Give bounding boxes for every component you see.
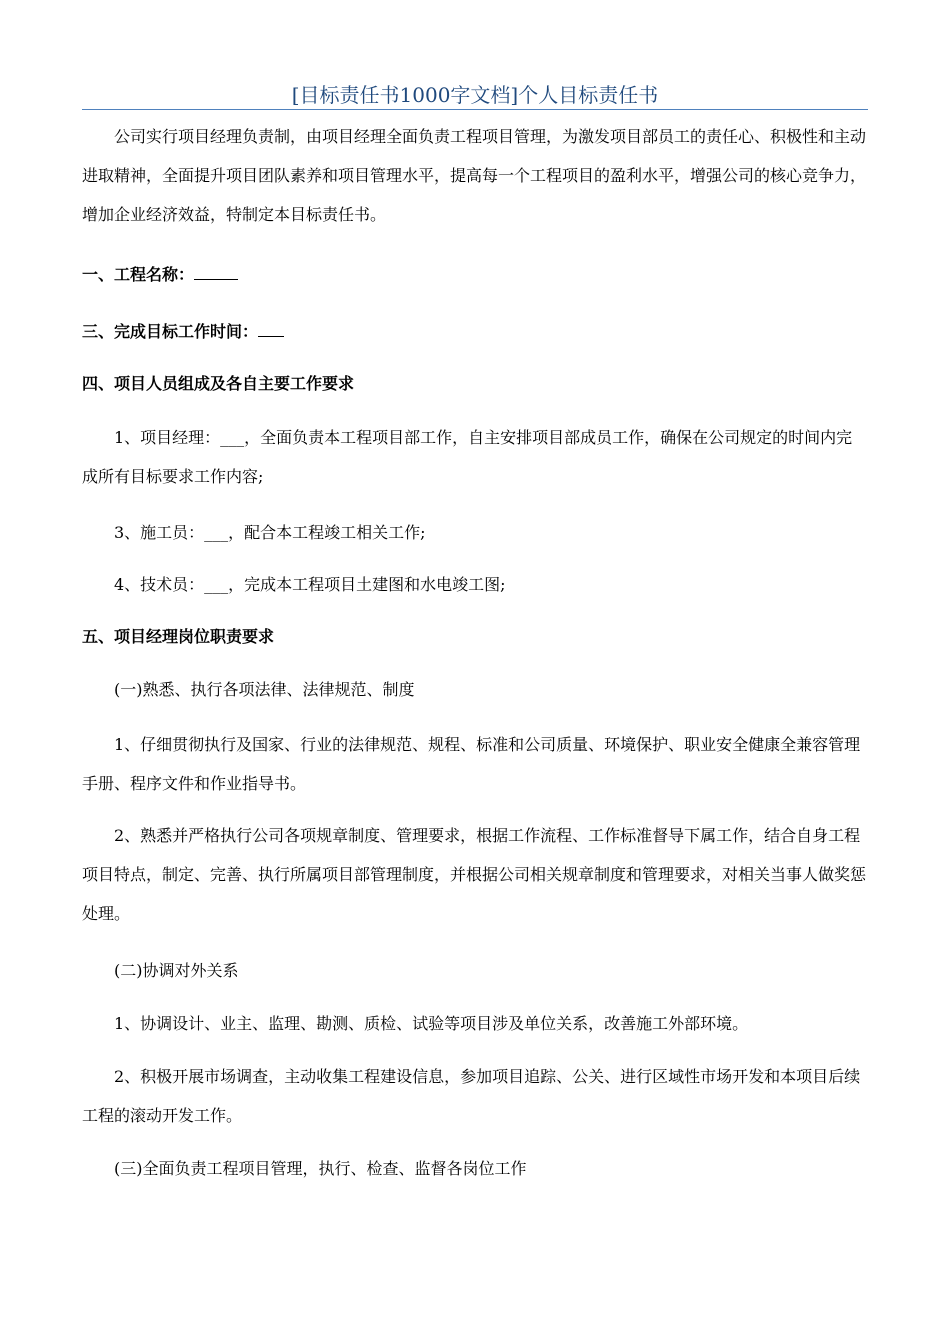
subsection-2-item-2: 2、积极开展市场调查，主动收集工程建设信息，参加项目追踪、公关、进行区域性市场开发和本项目后续工程的滚动开发工作。 [82, 1067, 861, 1125]
section-completion-time [82, 312, 868, 351]
section-project-name [82, 255, 868, 294]
section-staff-heading: 四、项目人员组成及各自主要工作要求 [82, 374, 355, 393]
item-project-manager: 1、项目经理：___，全面负责本工程项目部工作，自主安排项目部成员工作，确保在公司规定的时间内完成所有目标要求工作内容; [82, 428, 853, 486]
subsection-2-heading: (二)协调对外关系 [114, 961, 239, 980]
subsection-1-item-1: 1、仔细贯彻执行及国家、行业的法律规范、规程、标准和公司质量、环境保护、职业安全健康全兼容管理手册、程序文件和作业指导书。 [82, 735, 861, 793]
section-completion-time-label: 三、完成目标工作时间： [82, 322, 259, 341]
completion-time-blank [258, 324, 284, 337]
subsection-1-heading: (一)熟悉、执行各项法律、法律规范、制度 [114, 680, 415, 699]
document-title: [目标责任书1000字文档]个人目标责任书 [291, 83, 659, 107]
subsection-2-item-1: 1、协调设计、业主、监理、勘测、质检、试验等项目涉及单位关系，改善施工外部环境。 [114, 1014, 749, 1033]
intro-paragraph: 公司实行项目经理负责制，由项目经理全面负责工程项目管理，为激发项目部员工的责任心、积极性和主动进取精神，全面提升项目团队素养和项目管理水平，提高每一个工程项目的盈利水平，增强公司的核心竞争力，增加企业经济效益，特制定本目标责任书。 [82, 127, 867, 224]
project-name-blank [194, 267, 238, 280]
section-project-name-label: 一、工程名称： [82, 265, 195, 284]
title-divider [82, 109, 868, 110]
section-duties-heading: 五、项目经理岗位职责要求 [82, 627, 275, 646]
item-constructor: 3、施工员：___，配合本工程竣工相关工作; [114, 523, 426, 542]
subsection-3-heading: (三)全面负责工程项目管理，执行、检查、监督各岗位工作 [114, 1159, 527, 1178]
item-technician: 4、技术员：___，完成本工程项目土建图和水电竣工图; [114, 575, 506, 594]
subsection-1-item-2: 2、熟悉并严格执行公司各项规章制度、管理要求，根据工作流程、工作标准督导下属工作，结合自身工程项目特点，制定、完善、执行所属项目部管理制度，并根据公司相关规章制度和管理要求，对相关当事人做奖惩处理。 [82, 826, 867, 923]
